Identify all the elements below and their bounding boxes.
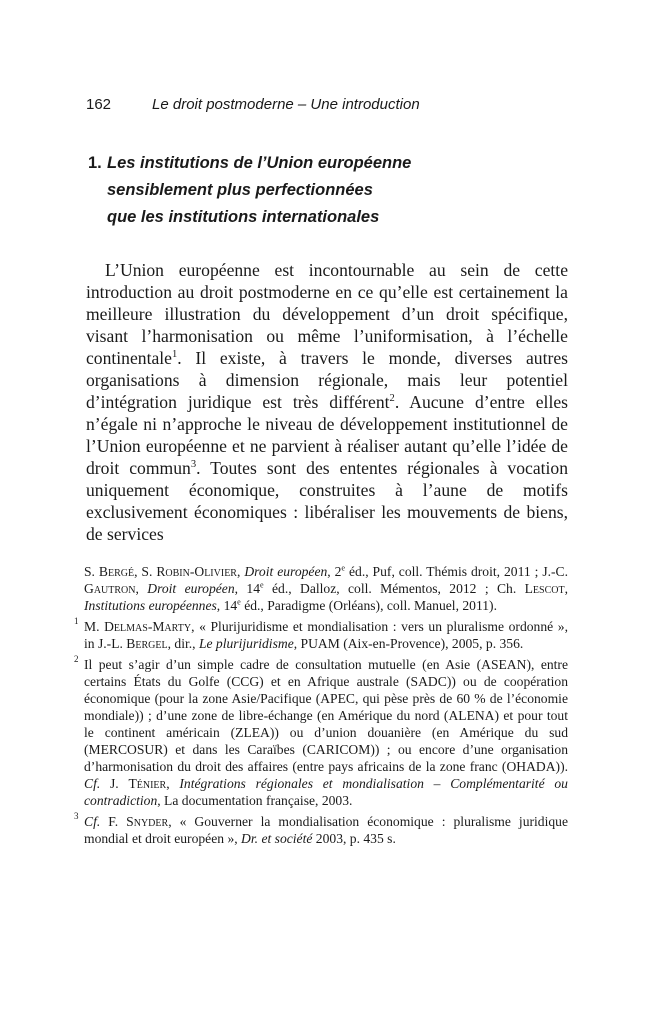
footnotes: [74, 563, 569, 851]
body-text-segment: . Il existe, à travers le monde, diverses autres organisations à dimension régionale, mais leur potentiel d’intégration juridique est très différent: [86, 348, 568, 412]
section-heading: [88, 150, 558, 231]
footnote-mark: 2: [74, 654, 79, 664]
body-paragraph: [86, 259, 568, 545]
body-text-segment: L’Union européenne est incontournable au sein de cette introduction au droit postmoderne en ce qu’elle est certainement la meilleure illustration du développement d’un droit spécifique, visant l’harmonisation ou même l’uniformisation, à l’échelle continentale: [86, 260, 568, 368]
body-text-segment: . Aucune d’entre elles n’égale ni n’approche le niveau de développement institutionnel de l’Union européenne et ne parvient à réaliser autant qu’elle l’idée de droit commun: [86, 392, 568, 478]
section-title-line: sensiblement plus perfectionnées: [107, 181, 373, 199]
footnote-continued: S. Bergé, S. Robin-Olivier, Droit européen, 2e éd., Puf, coll. Thémis droit, 2011 ; J.-C. Gautron, Droit européen, 14e éd., Dalloz, coll. Mémentos, 2012 ; Ch. Lescot, Institutions européennes, 14e éd., Paradigme (Orléans), coll. Manuel, 2011).: [84, 563, 569, 613]
footnote-mark: 1: [74, 616, 79, 626]
footnote-2: 2 Il peut s’agir d’un simple cadre de consultation mutuelle (en Asie (ASEAN), entre certains États du Golfe (CCG) et en Afrique australe (SADC)) ou de coopération économique (pour la zone Asie/Pacifique (APEC, qui pèse près de 60 % de l’économie mondiale)) ; d’une zone de libre-échange (en Amérique du nord (ALENA) et pour tout le continent américain (ZLEA)) ou d’union douanière (en Amérique du sud (MERCOSUR) et dans les Caraïbes (CARICOM)) ; ou encore d’une organisation d’harmonisation du droit des affaires (entre pays africains de la zone franc (OHADA)). Cf. J. Ténier, Intégrations régionales et mondialisation – Complémentarité ou contradiction, La documentation française, 2003.: [84, 656, 568, 809]
section-number: 1.: [88, 154, 102, 172]
footnote-mark: 3: [74, 811, 79, 821]
section-title-line: Les institutions de l’Union européenne: [107, 154, 412, 172]
section-title: [88, 150, 558, 231]
footnote-3: 3 Cf. F. Snyder, « Gouverner la mondialisation économique : pluralisme juridique mondial et droit européen », Dr. et société 2003, p. 435 s.: [84, 813, 568, 847]
footnote-1: 1 M. Delmas-Marty, « Plurijuridisme et mondialisation : vers un pluralisme ordonné », in J.-L. Bergel, dir., Le plurijuridisme, PUAM (Aix-en-Provence), 2005, p. 356.: [84, 618, 568, 652]
section-title-line: que les institutions internationales: [107, 208, 380, 226]
footnote-ref-1: 1: [171, 349, 178, 361]
running-header: [86, 96, 420, 113]
body-text-segment: . Toutes sont des ententes régionales à vocation uniquement économique, construites à l’aune de motifs exclusivement économiques : libéraliser les mouvements de biens, de services: [86, 458, 568, 544]
footnote-ref-2: 2: [389, 393, 395, 405]
footnote-ref-3: 3: [190, 459, 197, 471]
page-number: 162: [86, 96, 112, 113]
running-title: Le droit postmoderne – Une introduction: [152, 96, 420, 113]
